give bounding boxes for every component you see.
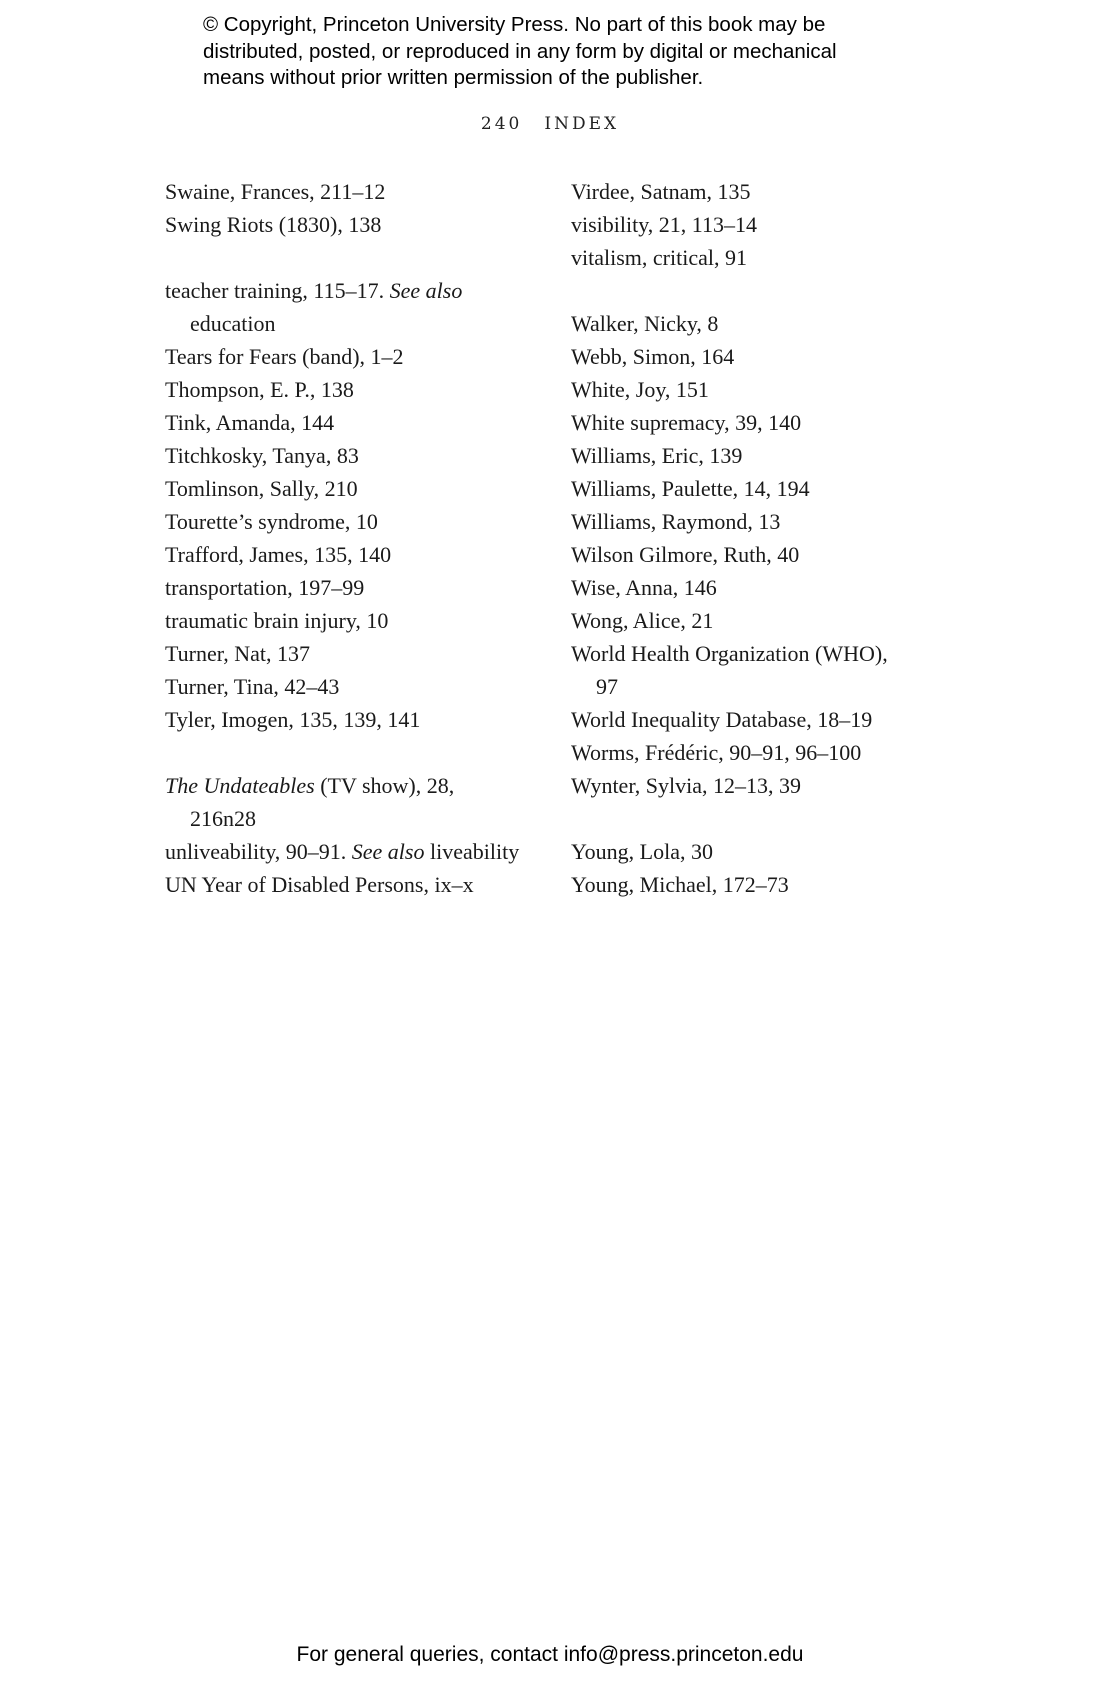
index-entry: Webb, Simon, 164 bbox=[571, 344, 735, 369]
copyright-line: © Copyright, Princeton University Press. No part of this book may be bbox=[203, 13, 826, 36]
entry-text: (TV show), 28, bbox=[314, 773, 455, 798]
letter-group-gap bbox=[571, 802, 941, 835]
index-entry: Tears for Fears (band), 1–2 bbox=[165, 344, 404, 369]
letter-group-gap bbox=[571, 274, 941, 307]
work-title: The Undateables bbox=[165, 773, 315, 798]
see-also-reference: See also bbox=[351, 839, 425, 864]
entry-text: unliveability, 90–91. bbox=[165, 839, 352, 864]
copyright-notice bbox=[203, 12, 923, 92]
index-entry: Wilson Gilmore, Ruth, 40 bbox=[571, 542, 800, 567]
index-entry: UN Year of Disabled Persons, ix–x bbox=[165, 872, 474, 897]
index-entry: visibility, 21, 113–14 bbox=[571, 212, 757, 237]
index-entry: Virdee, Satnam, 135 bbox=[571, 179, 751, 204]
index-entry: Tyler, Imogen, 135, 139, 141 bbox=[165, 707, 421, 732]
running-head bbox=[0, 114, 1100, 134]
index-entry: White supremacy, 39, 140 bbox=[571, 410, 802, 435]
index-entry bbox=[571, 637, 941, 703]
index-entry bbox=[165, 769, 555, 835]
index-entry: Thompson, E. P., 138 bbox=[165, 377, 354, 402]
letter-group-gap bbox=[165, 241, 555, 274]
index-entry: Tink, Amanda, 144 bbox=[165, 410, 335, 435]
index-entry: vitalism, critical, 91 bbox=[571, 245, 747, 270]
index-entry: Walker, Nicky, 8 bbox=[571, 311, 719, 336]
index-column-right bbox=[571, 175, 941, 901]
footer-contact: For general queries, contact info@press.princeton.edu bbox=[296, 1643, 804, 1666]
index-entry: Worms, Frédéric, 90–91, 96–100 bbox=[571, 740, 862, 765]
entry-continuation: education bbox=[190, 311, 276, 336]
index-entry: Williams, Paulette, 14, 194 bbox=[571, 476, 810, 501]
index-entry: Wong, Alice, 21 bbox=[571, 608, 714, 633]
see-also-reference: See also bbox=[389, 278, 463, 303]
index-entry: Young, Michael, 172–73 bbox=[571, 872, 789, 897]
entry-continuation: 97 bbox=[596, 674, 618, 699]
index-column-left bbox=[165, 175, 555, 901]
copyright-line: means without prior written permission of the publisher. bbox=[203, 66, 704, 89]
index-entry: Titchkosky, Tanya, 83 bbox=[165, 443, 359, 468]
entry-text: World Health Organization (WHO), bbox=[571, 641, 888, 666]
entry-continuation: 216n28 bbox=[190, 806, 256, 831]
page-number: 240 bbox=[480, 114, 523, 134]
index-entry: Trafford, James, 135, 140 bbox=[165, 542, 392, 567]
index-entry: transportation, 197–99 bbox=[165, 575, 365, 600]
index-entry bbox=[165, 835, 555, 868]
index-entry: White, Joy, 151 bbox=[571, 377, 709, 402]
index-entry: Young, Lola, 30 bbox=[571, 839, 714, 864]
letter-group-gap bbox=[165, 736, 555, 769]
index-entry: Williams, Eric, 139 bbox=[571, 443, 743, 468]
entry-text: teacher training, 115–17. bbox=[165, 278, 390, 303]
index-entry: Turner, Tina, 42–43 bbox=[165, 674, 340, 699]
index-entry: Wise, Anna, 146 bbox=[571, 575, 717, 600]
index-entry: Williams, Raymond, 13 bbox=[571, 509, 781, 534]
index-entry: traumatic brain injury, 10 bbox=[165, 608, 389, 633]
index-entry: Tourette’s syndrome, 10 bbox=[165, 509, 378, 534]
index-entry: Swing Riots (1830), 138 bbox=[165, 212, 382, 237]
index-entry: Tomlinson, Sally, 210 bbox=[165, 476, 358, 501]
index-entry: Wynter, Sylvia, 12–13, 39 bbox=[571, 773, 801, 798]
index-entry: Turner, Nat, 137 bbox=[165, 641, 310, 666]
copyright-line: distributed, posted, or reproduced in any form by digital or mechanical bbox=[203, 39, 837, 63]
index-entry bbox=[165, 274, 555, 340]
running-head-title: INDEX bbox=[544, 114, 620, 134]
index-entry: Swaine, Frances, 211–12 bbox=[165, 179, 386, 204]
entry-text: liveability bbox=[424, 839, 520, 864]
index-entry: World Inequality Database, 18–19 bbox=[571, 707, 873, 732]
